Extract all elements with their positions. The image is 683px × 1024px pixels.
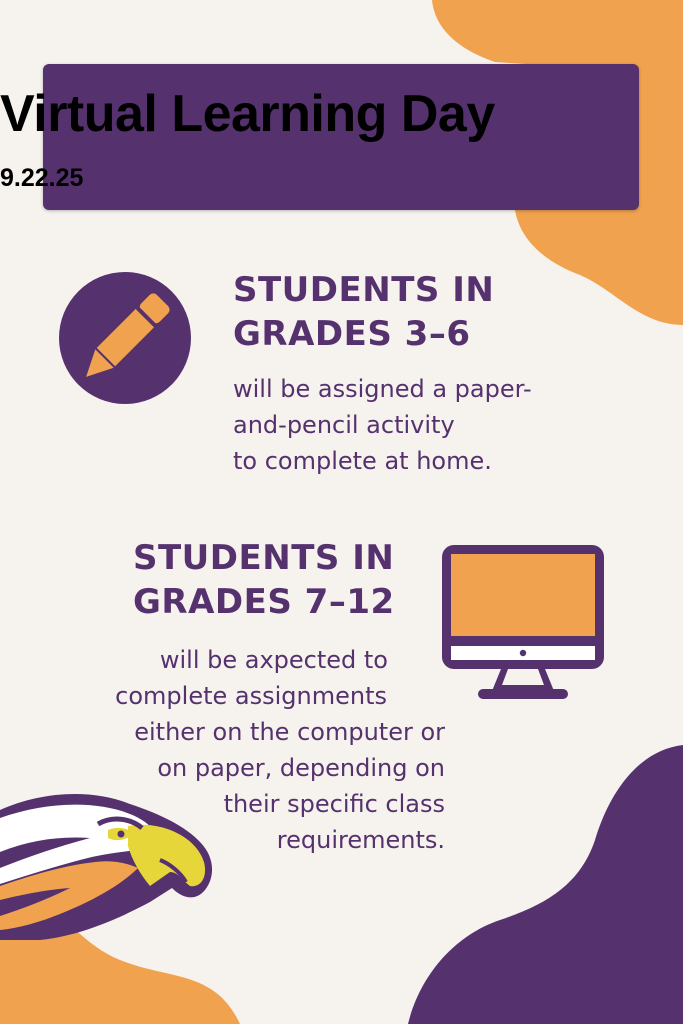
computer-monitor-icon bbox=[438, 541, 608, 705]
section2-text-line: either on the computer or bbox=[134, 718, 445, 746]
banner-date: 9.22.25 bbox=[0, 164, 84, 192]
section1-text-line: to complete at home. bbox=[233, 447, 492, 475]
eagle-mascot-icon bbox=[0, 790, 220, 944]
section2-text-line: on paper, depending on bbox=[157, 754, 445, 782]
section2-heading-line: GRADES 7–12 bbox=[133, 582, 395, 622]
section2-text-line: requirements. bbox=[276, 826, 445, 854]
banner-title: Virtual Learning Day bbox=[0, 85, 495, 143]
section2-heading bbox=[133, 536, 395, 624]
section1-text bbox=[233, 371, 532, 479]
section2-heading-line: STUDENTS IN bbox=[133, 538, 395, 578]
pencil-icon bbox=[58, 271, 192, 409]
section2-text-line: complete assignments bbox=[115, 682, 387, 710]
section1-heading-line: GRADES 3–6 bbox=[233, 314, 471, 354]
section1-heading-line: STUDENTS IN bbox=[233, 270, 495, 310]
section2-text-line: their specific class bbox=[223, 790, 445, 818]
purple-blob-bottom-right bbox=[408, 745, 683, 1024]
section1-text-line: and-pencil activity bbox=[233, 411, 455, 439]
section2-text-line: will be axpected to bbox=[159, 646, 388, 674]
section1-heading bbox=[233, 268, 494, 356]
section1-text-line: will be assigned a paper- bbox=[233, 375, 532, 403]
